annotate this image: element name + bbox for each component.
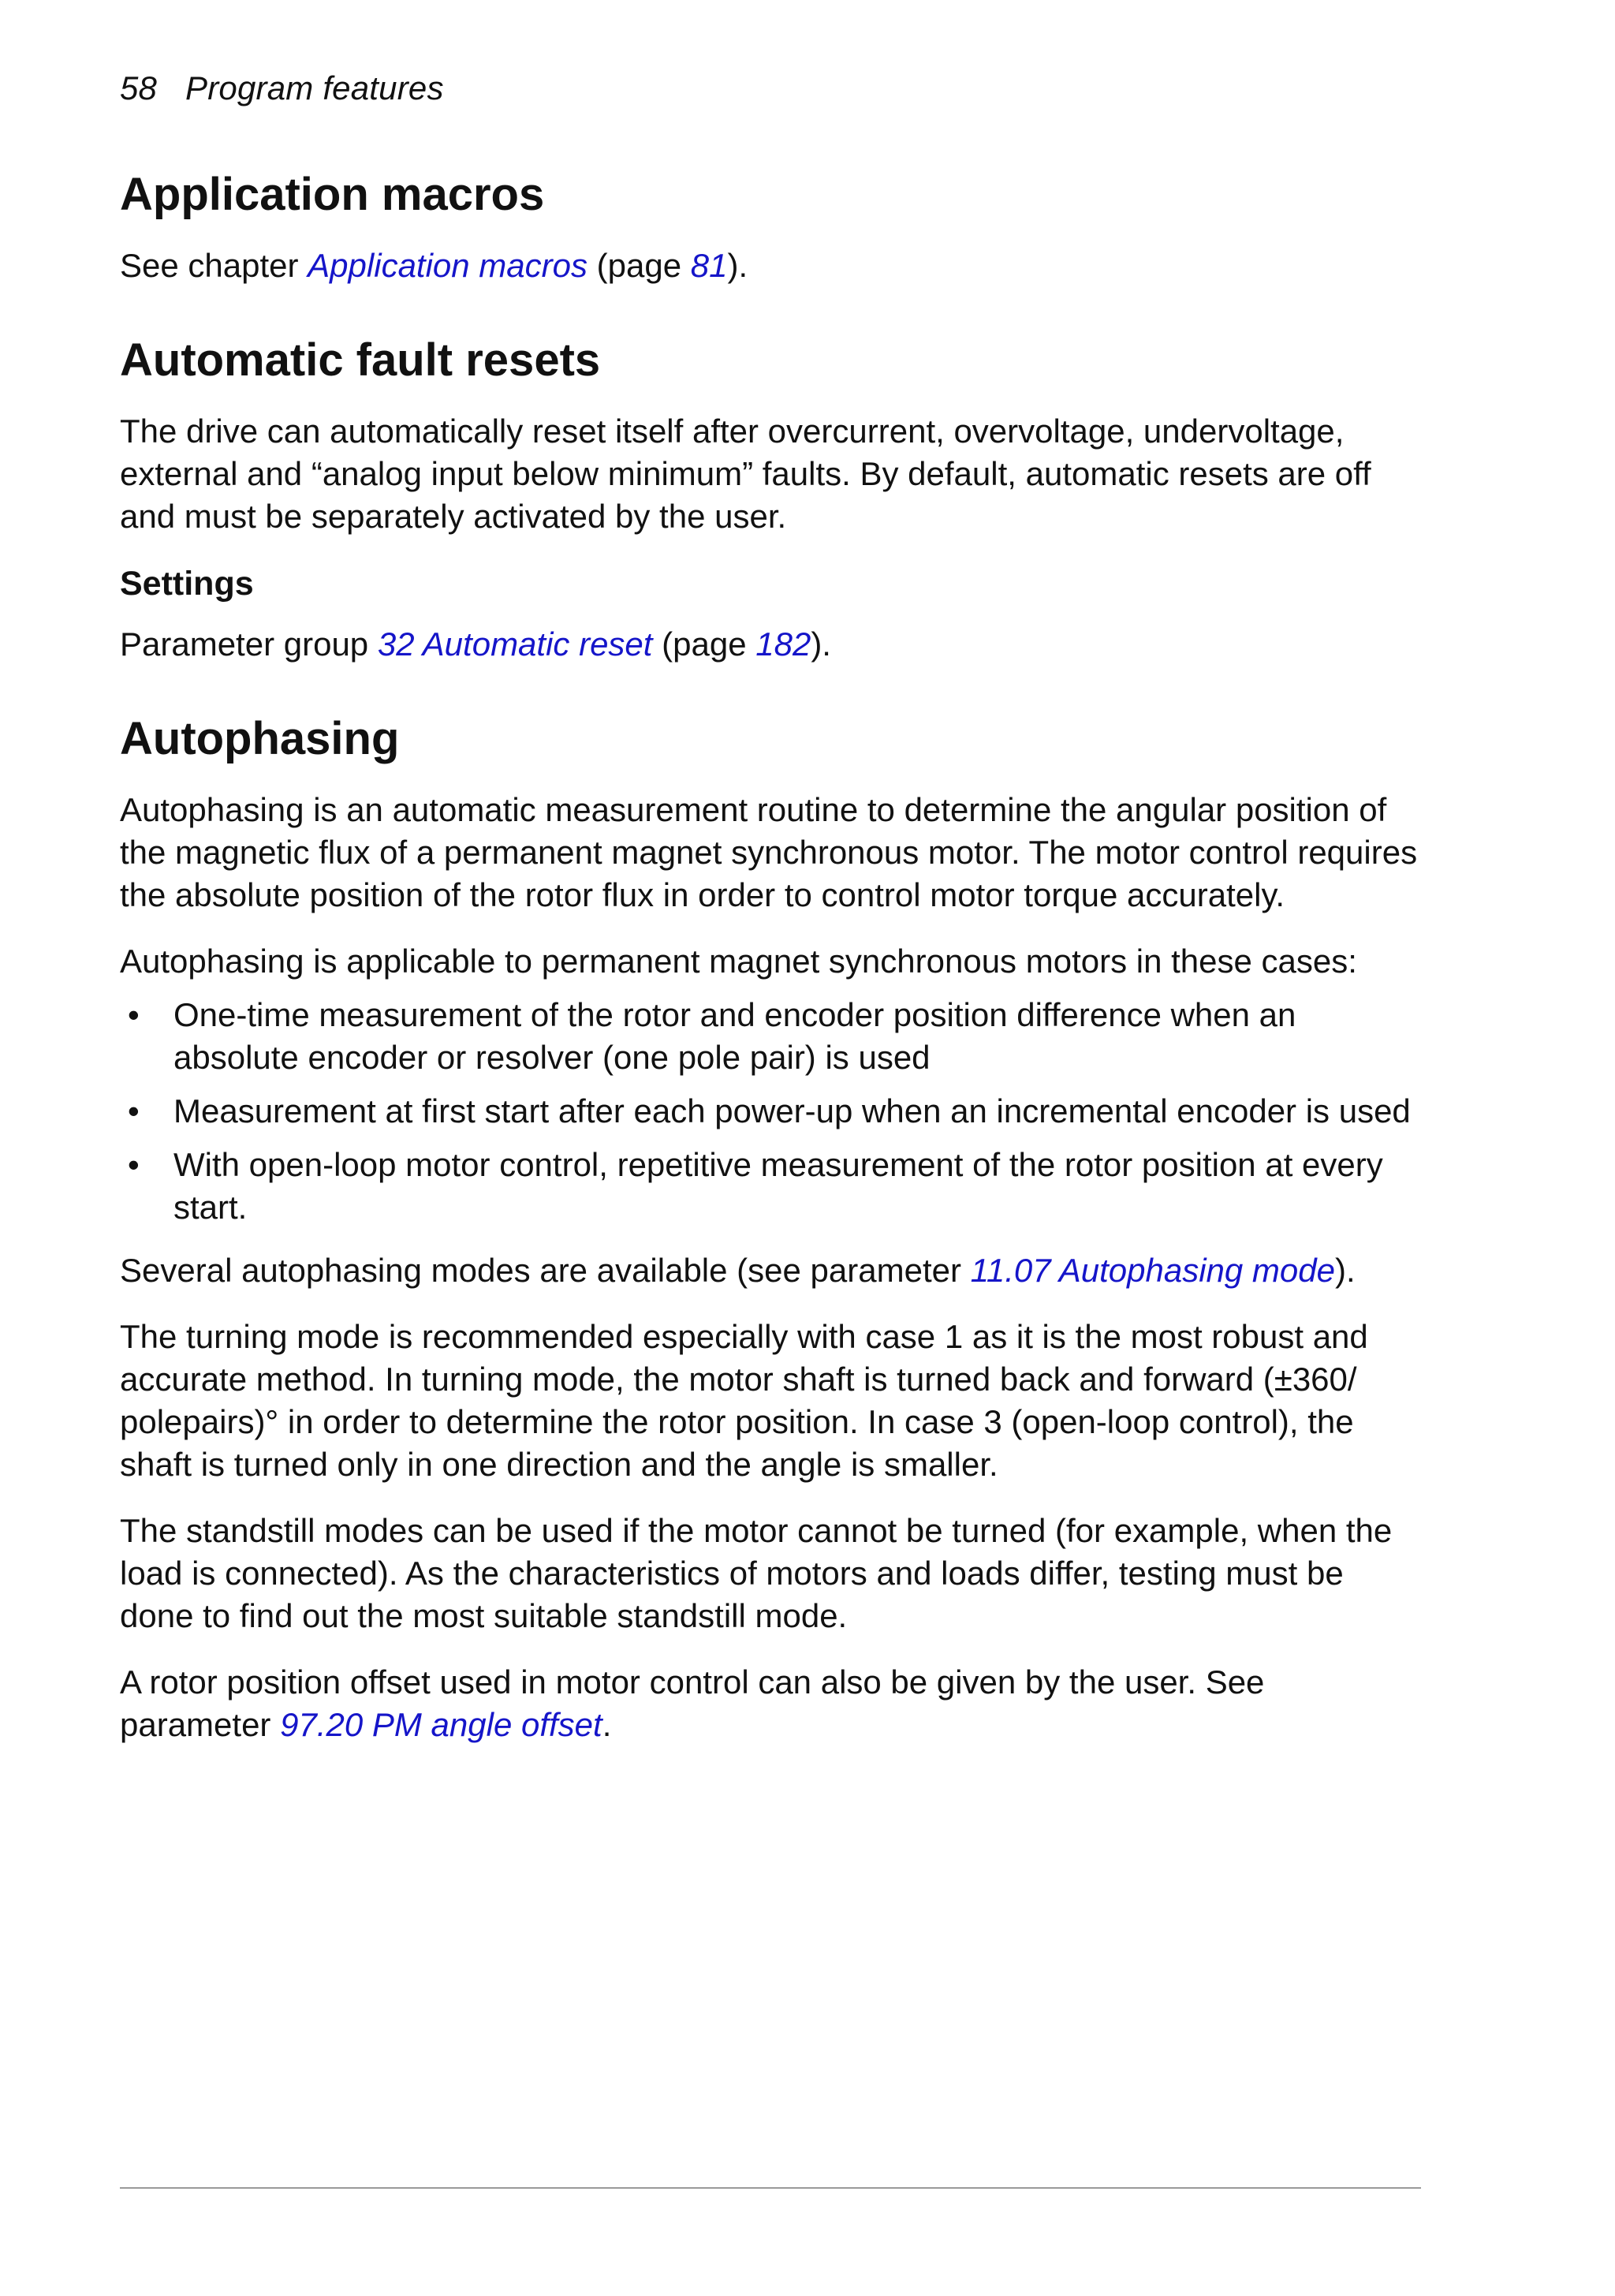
footer-divider [120,2187,1421,2189]
settings-text [120,623,1421,666]
autophasing-case-list [120,994,1421,1229]
link-application-macros[interactable]: Application macros [308,247,587,284]
autophasing-paragraph-4: The turning mode is recommended especially with case 1 as it is the most robust and accurate method. In turning mode, the motor shaft is turned back and forward (±360/ polepairs)° in order to determine the rotor position. In case 3 (open-loop control), the shaft is turned only in one direction and the angle is smaller. [120,1318,1368,1483]
bullet-icon: • [128,996,140,1033]
page-content [120,65,1421,1792]
list-item [120,994,1421,1079]
page-number: 58 [120,69,158,106]
text-fragment: ). [1335,1252,1356,1289]
heading-automatic-fault-resets: Automatic fault resets [120,334,601,386]
bullet-icon: • [128,1092,140,1129]
heading-autophasing: Autophasing [120,713,400,764]
autophasing-paragraph-3 [120,1249,1421,1292]
autophasing-paragraph-2: Autophasing is applicable to permanent magnet synchronous motors in these cases: [120,943,1357,980]
text-fragment: Parameter group [120,625,378,663]
chapter-title: Program features [185,69,444,106]
autophasing-paragraph-1: Autophasing is an automatic measurement routine to determine the angular position of the magnetic flux of a permanent magnet synchronous motor. The motor control requires the absolute position of the rotor flux in order to control motor torque accurately. [120,791,1418,913]
link-page-81[interactable]: 81 [690,247,728,284]
link-32-automatic-reset[interactable]: 32 Automatic reset [377,625,653,663]
heading-application-macros: Application macros [120,169,545,220]
link-97-20-pm-angle-offset[interactable]: 97.20 PM angle offset [280,1706,602,1743]
text-fragment: A rotor position offset used in motor control can also be given by the user. See parameter [120,1663,1265,1743]
list-item-text: Measurement at first start after each power-up when an incremental encoder is used [173,1092,1411,1129]
text-fragment: . [602,1706,612,1743]
list-item [120,1090,1421,1133]
text-fragment: Several autophasing modes are available (see parameter [120,1252,971,1289]
list-item-text: One-time measurement of the rotor and encoder position difference when an absolute encoder or resolver (one pole pair) is used [173,996,1296,1076]
autophasing-paragraph-5: The standstill modes can be used if the motor cannot be turned (for example, when the load is connected). As the characteristics of motors and loads differ, testing must be done to find out the most suitable standstill mode. [120,1512,1393,1634]
section-autophasing [120,711,1421,1746]
text-fragment: ). [727,247,748,284]
automatic-fault-resets-body: The drive can automatically reset itself after overcurrent, overvoltage, undervoltage, external and “analog input below minimum” faults. By default, automatic resets are off and must be separately activated by the user. [120,413,1371,535]
link-11-07-autophasing-mode[interactable]: 11.07 Autophasing mode [970,1252,1335,1289]
link-page-182[interactable]: 182 [755,625,811,663]
list-item [120,1144,1421,1229]
text-fragment: (page [652,625,756,663]
section-application-macros [120,167,1421,287]
section-automatic-fault-resets [120,333,1421,666]
heading-settings: Settings [120,565,254,603]
application-macros-text [120,245,1421,287]
text-fragment: (page [587,247,691,284]
text-fragment: ). [811,625,831,663]
running-header [120,65,1421,112]
bullet-icon: • [128,1146,140,1183]
list-item-text: With open-loop motor control, repetitive measurement of the rotor position at every start. [173,1146,1383,1226]
text-fragment: See chapter [120,247,308,284]
autophasing-paragraph-6 [120,1661,1421,1746]
